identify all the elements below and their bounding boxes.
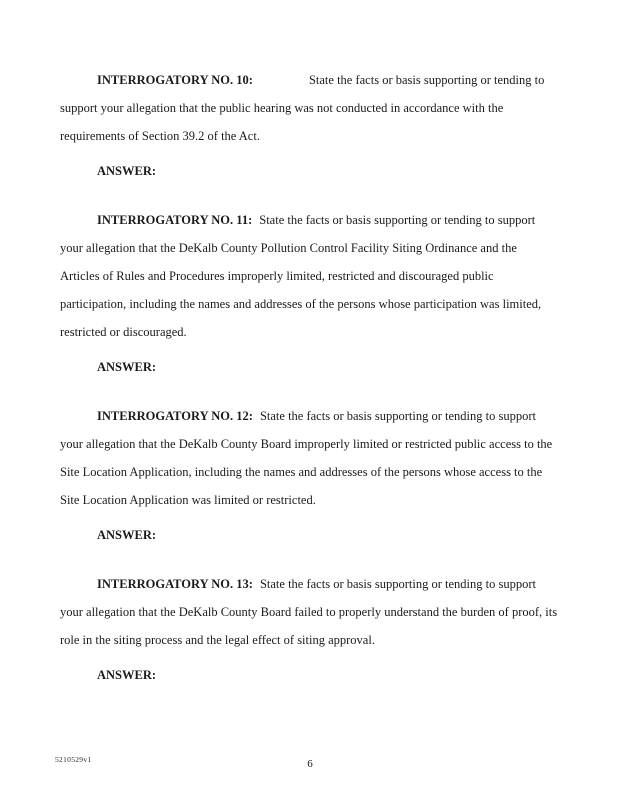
interrogatory-body: State the facts or basis supporting or tending to support your allegation that the DeKalb County Pollution Control Facility Siting Ordinance and the Articles of Rules and Procedures improperly limited, restricted and discouraged public participation, including the names and addresses of the persons whose participation was limited, restricted or discouraged. bbox=[60, 213, 542, 339]
footer-doc-number: 5210529v1 bbox=[55, 755, 92, 764]
interrogatory-body: State the facts or basis supporting or tending to support your allegation that the DeKalb County Board improperly limited or restricted public access to the Site Location Application, including the names and addresses of the persons whose access to the Site Location Application was limited or restricted. bbox=[60, 409, 553, 507]
interrogatory-section-11 bbox=[60, 206, 558, 381]
interrogatory-section-10 bbox=[60, 66, 558, 185]
footer-page-number: 6 bbox=[307, 758, 313, 770]
interrogatory-heading: INTERROGATORY NO. 12: bbox=[97, 409, 253, 423]
interrogatory-section-12 bbox=[60, 402, 558, 549]
interrogatory-heading: INTERROGATORY NO. 11: bbox=[97, 213, 253, 227]
interrogatory-paragraph bbox=[60, 570, 558, 654]
interrogatory-heading: INTERROGATORY NO. 13: bbox=[97, 577, 253, 591]
interrogatory-body: State the facts or basis supporting or tending to support your allegation that the public hearing was not conducted in accordance with the requirements of Section 39.2 of the Act. bbox=[60, 73, 545, 143]
answer-label: ANSWER: bbox=[97, 668, 157, 682]
answer-label: ANSWER: bbox=[97, 528, 157, 542]
interrogatory-paragraph bbox=[60, 66, 558, 150]
answer-label: ANSWER: bbox=[97, 164, 157, 178]
answer-label: ANSWER: bbox=[97, 360, 157, 374]
interrogatory-paragraph bbox=[60, 402, 558, 514]
interrogatory-heading: INTERROGATORY NO. 10: bbox=[97, 73, 253, 87]
interrogatory-body: State the facts or basis supporting or tending to support your allegation that the DeKalb County Board failed to properly understand the burden of proof, its role in the siting process and the legal effect of siting approval. bbox=[60, 577, 558, 647]
interrogatory-section-13 bbox=[60, 570, 558, 689]
interrogatory-paragraph bbox=[60, 206, 558, 346]
